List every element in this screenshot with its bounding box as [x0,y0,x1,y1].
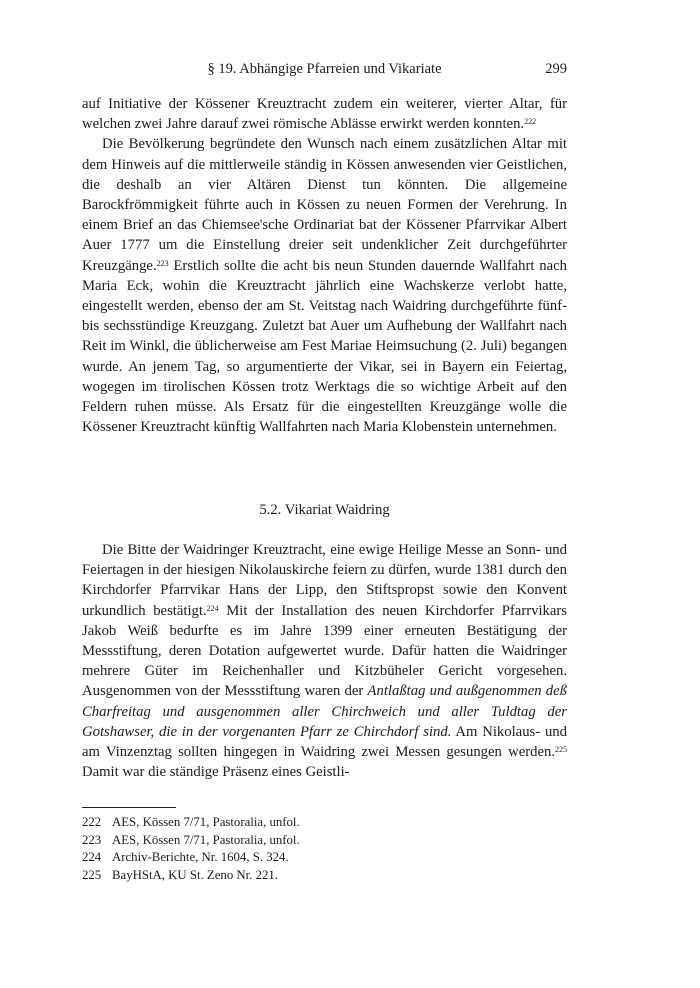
footnote-number: 224 [82,850,102,865]
footnote-text: AES, Kössen 7/71, Pastoralia, unfol. [112,832,300,847]
footnote-number: 222 [82,815,102,829]
footnote [82,849,567,867]
footnote-ref-223: 223 [156,258,169,268]
paragraph-text: Die Bevölkerung begründete den Wunsch nach einem zusätzlichen Altar mit dem Hinweis auf die mittlerweile ständig in Kössen anwesenden vier Geistlichen, die deshalb an vier Altären Dienst tun könnten. Die allgemeine Barockfrömmigkeit führte auch in Kössen zu neuen Formen der Verehrung. In einem Brief an das Chiemsee'sche Ordinariat bat der Kössener Pfarrvikar Albert Auer 1777 um die Einstellung dreier seit undenklicher Zeit durchgeführter Kreuzgänge. [82,136,567,274]
quoted-source-text: Antlaßtag und außgenommen deß Charfreitag und ausgenommen aller Chirchweich und aller Tuldtag der Gotshawser, die in der vorgenanten Pfarr ze Chirchdorf sind. [82,683,567,740]
paragraph-text: auf Initiative der Kössener Kreuztracht zudem ein weiterer, vierter Altar, für welchen zwei Jahre darauf zwei römische Ablässe erwirkt werden konnten. [82,96,567,133]
paragraph-waidring [82,540,567,782]
paragraph-bevoelkerung [82,134,567,437]
paragraph-text: Die Bitte der Waidringer Kreuztracht, eine ewige Heilige Messe an Sonn- und Feiertagen in der hiesigen Nikolauskirche feiern zu dürfen, wurde 1381 durch den Kirchdorfer Pfarrvikar Hans der Lipp, den Stiftspropst sowie den Konvent urkundlich bestätigt. [82,542,567,619]
paragraph-text: Erstlich sollte die acht bis neun Stunden dauernde Wallfahrt nach Maria Eck, wohin die Kreuztracht jährlich eine Wachskerze verlobt hatte, eingestellt werden, ebenso der am St. Veitstag nach Waidring durchgeführte fünf- bis sechsstündige Kreuzgang. Zuletzt bat Auer um Aufhebung der Wallfahrt nach Reit im Winkl, die üblicherweise am Fest Mariae Heimsuchung (2. Juli) begangen wurde. An jenem Tag, so argumentierte der Vikar, sei in Bayern ein Feiertag, wogegen im tirolischen Kössen trotz Werktags die so wichtige Arbeit auf den Feldern ruhen müsse. Als Ersatz für die eingestellten Kreuzgänge wolle die Kössener Kreuztracht künftig Wallfahrten nach Maria Klobenstein unternehmen. [82,257,567,436]
footnote-separator [82,807,176,808]
footnote-ref-225: 225 [555,745,567,755]
footnote-text: BayHStA, KU St. Zeno Nr. 221. [112,867,279,882]
footnote-text: Archiv-Berichte, Nr. 1604, S. 324. [112,850,289,865]
paragraph-text: Am Nikolaus- und am Vinzenztag sollten hingegen in Waidring zwei Messen gesungen werden. [82,723,567,761]
footnote-ref-224: 224 [206,603,219,613]
footnote [82,814,567,832]
text-block-lower [82,540,567,782]
paragraph-continued [82,94,567,134]
footnote [82,867,567,885]
paragraph-text: Mit der Installation des neuen Kirchdorfer Pfarrvikars Jakob Weiß bedurfte es im Jahre 1399 einer erneuten Bestätigung der Messstiftung, deren Dotation aufgewertet wurde. Dafür hatten die Waidringer mehrere Güter im Reichenhaller und Kitzbüheler Gericht vorgesehen. Ausgenommen von der Messstiftung waren der [82,602,567,700]
footnotes [82,814,567,884]
footnote-text: AES, Kössen 7/71, Pastoralia, unfol. [112,815,300,829]
footnote-ref-222: 222 [524,117,537,127]
text-block-upper [82,94,567,437]
section-heading: 5.2. Vikariat Waidring [259,502,390,518]
footnote-number: 225 [82,867,102,882]
paragraph-text: Damit war die ständige Präsenz eines Geistli- [82,764,350,781]
running-header [82,58,567,80]
running-title: § 19. Abhängige Pfarreien und Vikariate [207,61,442,77]
page-number: 299 [545,61,567,77]
footnote [82,832,567,850]
footnote-number: 223 [82,832,102,847]
